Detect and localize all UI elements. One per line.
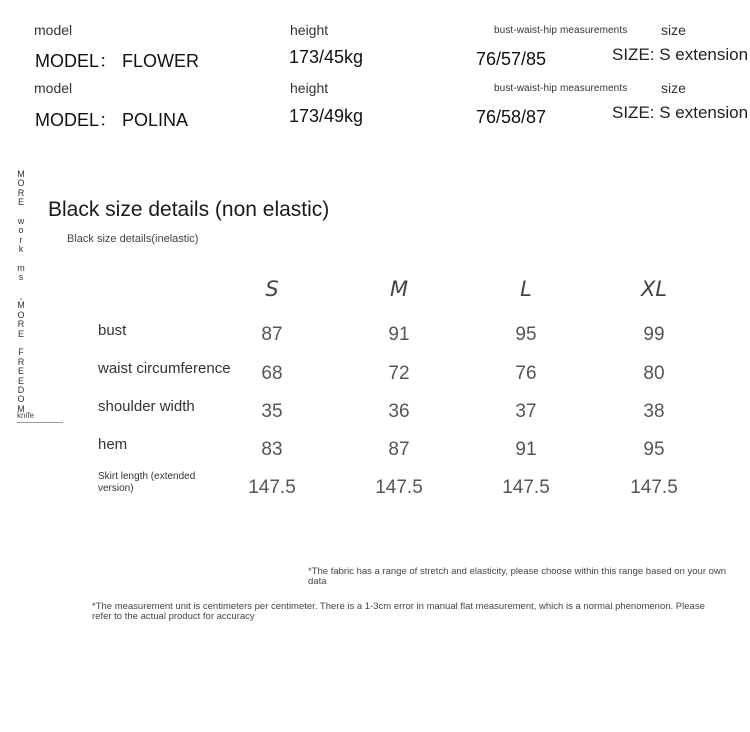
size-value: SIZE: S extension [612,103,749,122]
column-header-s: S [265,277,279,301]
vertical-slogan: M O R E w o r k m s , M O R E F R E E D O M [17,169,25,414]
model-name: MODEL： POLINA [35,110,189,130]
size-value: SIZE: S extension [612,45,749,64]
table-cell: 147.5 [502,477,550,498]
column-header-m: M [389,277,409,301]
row-label-skirt-length: Skirt length (extended version) [98,471,196,494]
table-cell: 87 [261,324,283,345]
model-label: model [34,80,73,96]
bwh-label: bust-waist-hip measurements [494,25,628,36]
table-cell: 36 [388,401,410,422]
table-cell: 91 [515,439,537,460]
table-cell: 91 [388,324,410,345]
model-name: MODEL： FLOWER [35,51,200,71]
table-cell: 95 [643,439,665,460]
height-label: height [290,22,329,38]
table-cell: 72 [388,363,410,384]
size-chart-title: Black size details (non elastic) [48,198,330,221]
table-cell: 35 [261,401,283,422]
bwh-value: 76/57/85 [476,49,547,69]
table-cell: 76 [515,363,537,384]
row-label-hem: hem [98,436,128,453]
fabric-note: *The fabric has a range of stretch and elasticity, please choose within this range based on your own data [308,566,727,587]
knife-divider [17,422,63,423]
table-cell: 147.5 [630,477,678,498]
knife-label: knife [17,411,34,420]
table-cell: 38 [643,401,665,422]
row-label-shoulder: shoulder width [98,398,195,415]
size-chart-subtitle: Black size details(inelastic) [67,233,199,245]
column-header-l: L [520,277,532,301]
size-label: size [661,80,686,96]
height-value: 173/45kg [289,47,364,67]
table-cell: 80 [643,363,665,384]
row-label-waist: waist circumference [98,360,231,377]
column-header-xl: XL [640,277,668,301]
model-label: model [34,22,73,38]
table-cell: 37 [515,401,537,422]
size-label: size [661,22,686,38]
bwh-value: 76/58/87 [476,107,547,127]
table-cell: 147.5 [248,477,296,498]
height-label: height [290,80,329,96]
table-cell: 147.5 [375,477,423,498]
row-label-bust: bust [98,322,127,339]
measurement-note: *The measurement unit is centimeters per centimeter. There is a 1-3cm error in manual flat measurement, which is a normal phenomenon. Please refer to the actual product for accuracy [92,601,705,622]
height-value: 173/49kg [289,106,364,126]
table-cell: 87 [388,439,410,460]
table-cell: 68 [261,363,283,384]
table-cell: 99 [643,324,665,345]
bwh-label: bust-waist-hip measurements [494,83,628,94]
table-cell: 83 [261,439,283,460]
table-cell: 95 [515,324,537,345]
